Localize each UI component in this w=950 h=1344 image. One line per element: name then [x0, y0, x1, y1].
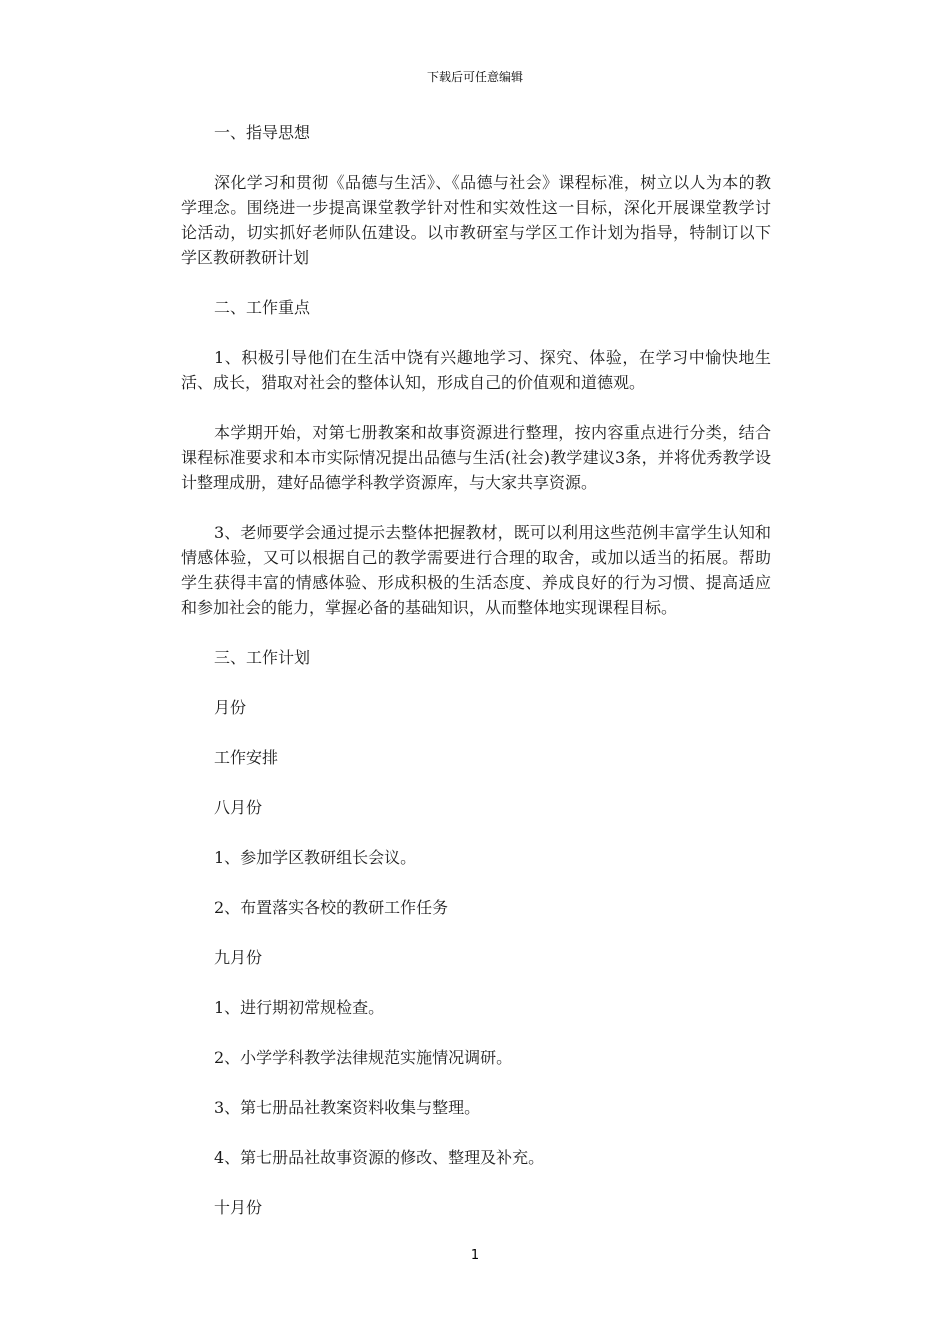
- plan-item: 2、小学学科教学法律规范实施情况调研。: [214, 1048, 513, 1067]
- plan-month-august: 八月份: [214, 798, 263, 817]
- paragraph-focus-3: 3、老师要学会通过提示去整体把握教材，既可以利用这些范例丰富学生认知和情感体验，又可以根据自己的教学需要进行合理的取舍，或加以适当的拓展。帮助学生获得丰富的情感体验、形成积极的生活态度、养成良好的行为习惯、提高适应和参加社会的能力，掌握必备的基础知识，从而整体地实现课程目标。: [181, 523, 771, 617]
- plan-item: 4、第七册品社故事资源的修改、整理及补充。: [214, 1148, 545, 1167]
- section-heading-guiding-thought: 一、指导思想: [214, 123, 311, 142]
- plan-item: 1、参加学区教研组长会议。: [214, 848, 417, 867]
- paragraph-focus-2: 本学期开始，对第七册教案和故事资源进行整理，按内容重点进行分类，结合课程标准要求和本市实际情况提出品德与生活(社会)教学建议3条，并将优秀教学设计整理成册，建好品德学科教学资源库，与大家共享资源。: [181, 423, 771, 492]
- section-heading-work-focus: 二、工作重点: [214, 298, 311, 317]
- plan-label-arrangement: 工作安排: [214, 748, 279, 767]
- paragraph-focus-1: 1、积极引导他们在生活中饶有兴趣地学习、探究、体验，在学习中愉快地生活、成长，猎取对社会的整体认知，形成自己的价值观和道德观。: [181, 348, 771, 392]
- plan-label-month: 月份: [214, 698, 247, 717]
- plan-item: 1、进行期初常规检查。: [214, 998, 385, 1017]
- plan-item: 3、第七册品社教案资料收集与整理。: [214, 1098, 481, 1117]
- paragraph-guiding-thought: 深化学习和贯彻《品德与生活》、《品德与社会》课程标准，树立以人为本的教学理念。围绕进一步提高课堂教学针对性和实效性这一目标，深化开展课堂教学讨论活动，切实抓好老师队伍建设。以市教研室与学区工作计划为指导，特制订以下学区教研教研计划: [181, 173, 771, 267]
- plan-item: 2、布置落实各校的教研工作任务: [214, 898, 449, 917]
- document-body: [181, 120, 771, 1245]
- plan-month-september: 九月份: [214, 948, 263, 967]
- section-heading-work-plan: 三、工作计划: [214, 648, 311, 667]
- page-header: 下载后可任意编辑: [426, 70, 523, 84]
- plan-month-october: 十月份: [214, 1198, 263, 1217]
- page-number: 1: [470, 1248, 480, 1263]
